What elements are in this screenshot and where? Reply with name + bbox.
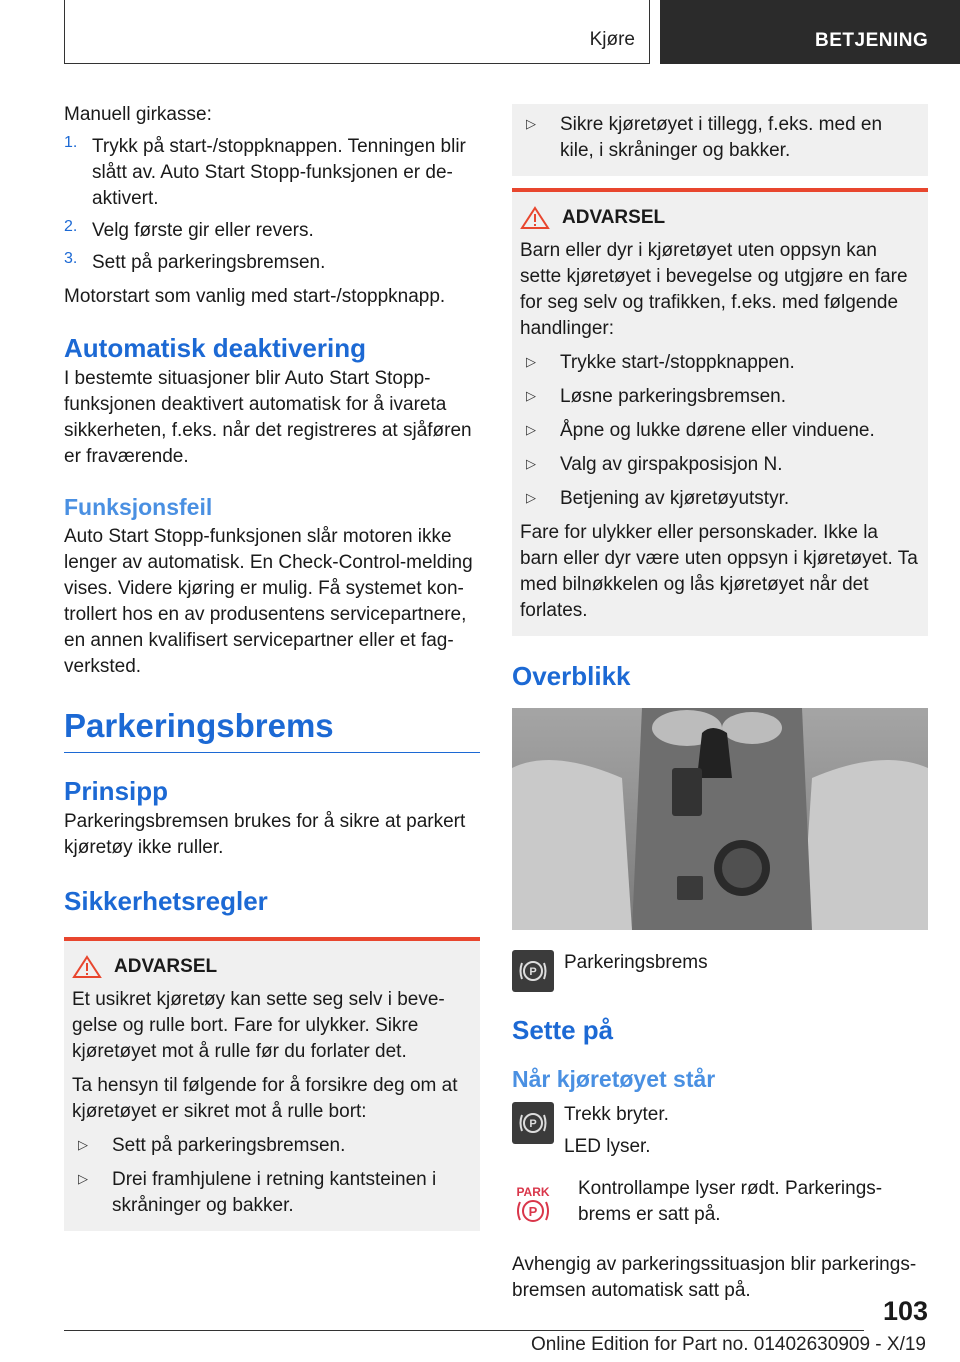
malfunction-heading: Funksjonsfeil	[64, 494, 213, 520]
parking-brake-switch-icon	[512, 1102, 554, 1144]
warning-triangle-icon	[520, 206, 550, 230]
step-2: 2. Velg første gir eller revers.	[64, 218, 314, 241]
header-chapter-box	[64, 0, 650, 64]
section-title: BETJENING	[815, 30, 929, 51]
auto-deactivation-text: I bestemte situasjoner blir Auto Start Stopp-funksjonen deaktivert automatisk for å ivareta sikkerheten, f.eks. når det registreres at sjåføren er fraværende.	[64, 368, 472, 467]
svg-text:P: P	[529, 966, 537, 978]
center-console-illustration	[512, 708, 928, 930]
led-text: LED lyser.	[564, 1136, 651, 1157]
warning-1-text-1: Et usikret kjøretøy kan sette seg selv i bevegelse og rulle bort. Fare for ulykker. Sikre kjøretøyet mot å rulle før du forlater det.	[72, 989, 445, 1062]
warning-2-text-1: Barn eller dyr i kjøretøyet uten oppsyn kan sette kjøretøyet i bevegelse og utgjøre en fare for seg selv og trafikken, f.eks. med følgende handlinger:	[520, 240, 908, 339]
warning-2-bullet-1: ▷ Trykke start-/stoppknappen.	[520, 350, 920, 376]
warning-1-bullet-1: ▷ Sett på parkeringsbremsen.	[72, 1133, 472, 1159]
parking-brake-heading-block	[64, 706, 480, 753]
parking-brake-button-icon	[512, 950, 554, 992]
manual-gearbox-intro: Manuell girkasse:	[64, 104, 212, 125]
auto-deactivation-heading: Automatisk deaktivering	[64, 333, 366, 363]
warning-1-text-2: Ta hensyn til følgende for å forsikre deg om at kjøretøyet er sikret mot å rulle bort:	[72, 1075, 458, 1122]
svg-text:P: P	[529, 1118, 537, 1130]
bullet-triangle-icon: ▷	[78, 1137, 88, 1152]
svg-text:P: P	[528, 1204, 538, 1219]
apply-heading: Sette på	[512, 1015, 614, 1045]
warning-1-title: ADVARSEL	[114, 956, 218, 977]
auto-apply-text: Avhengig av parkeringssituasjon blir parkeringsbremsen automatisk satt på.	[512, 1254, 917, 1301]
warning-2-bullet-5: ▷ Betjening av kjøretøyutstyr.	[520, 486, 920, 512]
step-1: 1. Trykk på start-/stoppknappen. Tenningen blir slått av. Auto Start Stopp-funksjonen er deaktivert.	[64, 134, 466, 209]
warning-box-2	[512, 188, 928, 636]
warning-triangle-icon	[72, 955, 102, 979]
after-steps-text: Motorstart som vanlig med start-/stoppknapp.	[64, 286, 446, 307]
edition-footer: Online Edition for Part no. 01402630909 - X/19	[530, 1334, 926, 1355]
caption-row	[512, 950, 928, 992]
warning-2-text-2: Fare for ulykker eller personskader. Ikke la barn eller dyr være uten oppsyn i kjøretøyet. Ta med bilnøkkelen og lås kjøretøyet når det forlates.	[520, 522, 918, 621]
warning-2-header	[520, 206, 920, 230]
right-column	[512, 100, 928, 1304]
warning-1-header	[72, 955, 472, 979]
parking-brake-heading: Parkeringsbrems	[64, 707, 334, 744]
bullet-triangle-icon: ▷	[526, 354, 536, 369]
bullet-triangle-icon: ▷	[526, 116, 536, 131]
continued-bullet: ▷ Sikre kjøretøyet i tillegg, f.eks. med en kile, i skråninger og bakker.	[520, 112, 918, 164]
icon-caption: Parkeringsbrems	[564, 952, 708, 973]
bullet-triangle-icon: ▷	[526, 490, 536, 505]
left-column	[64, 100, 480, 1231]
principle-text: Parkeringsbremsen brukes for å sikre at parkert kjøretøy ikke ruller.	[64, 811, 466, 858]
park-lamp-text: Kontrollampe lyser rødt. Parkeringsbrems er satt på.	[578, 1178, 883, 1225]
bullet-triangle-icon: ▷	[78, 1171, 88, 1186]
standing-heading: Når kjøretøyet står	[512, 1066, 716, 1092]
warning-2-bullet-3: ▷ Åpne og lukke dørene eller vinduene.	[520, 418, 920, 444]
bullet-triangle-icon: ▷	[526, 388, 536, 403]
page-number: 103	[882, 1296, 928, 1326]
warning-1-bullet-2: ▷ Drei framhjulene i retning kantsteinen i skråninger og bakker.	[72, 1167, 472, 1219]
principle-heading: Prinsipp	[64, 776, 169, 806]
chapter-title: Kjøre	[589, 29, 635, 50]
park-lamp-row	[512, 1176, 928, 1236]
bullet-triangle-icon: ▷	[526, 456, 536, 471]
overview-heading: Overblikk	[512, 661, 631, 691]
malfunction-text: Auto Start Stopp-funksjonen slår motoren ikke lenger av automatisk. En Check-Control-melding vises. Videre kjøring er mulig. Få systemet kontrollert hos en av produsentens servicepartnere, en annen kvalifisert servicepartner eller et fagverksted.	[64, 526, 473, 677]
bullet-triangle-icon: ▷	[526, 422, 536, 437]
pull-switch-row	[512, 1102, 928, 1160]
step-3: 3. Sett på parkeringsbremsen.	[64, 250, 326, 273]
park-warning-lamp-icon: PARK P	[516, 1185, 550, 1219]
pull-switch-text: Trekk bryter.	[564, 1104, 669, 1125]
warning-box-1	[64, 937, 480, 1231]
warning-2-bullet-2: ▷ Løsne parkeringsbremsen.	[520, 384, 920, 410]
center-console-photo	[512, 708, 928, 930]
continued-bullet-box	[512, 104, 928, 176]
warning-2-bullet-4: ▷ Valg av girspakposisjon N.	[520, 452, 920, 478]
header-section-box	[660, 0, 960, 64]
warning-2-title: ADVARSEL	[562, 207, 666, 228]
footer-rule	[64, 1330, 864, 1331]
safety-heading: Sikkerhetsregler	[64, 886, 268, 916]
